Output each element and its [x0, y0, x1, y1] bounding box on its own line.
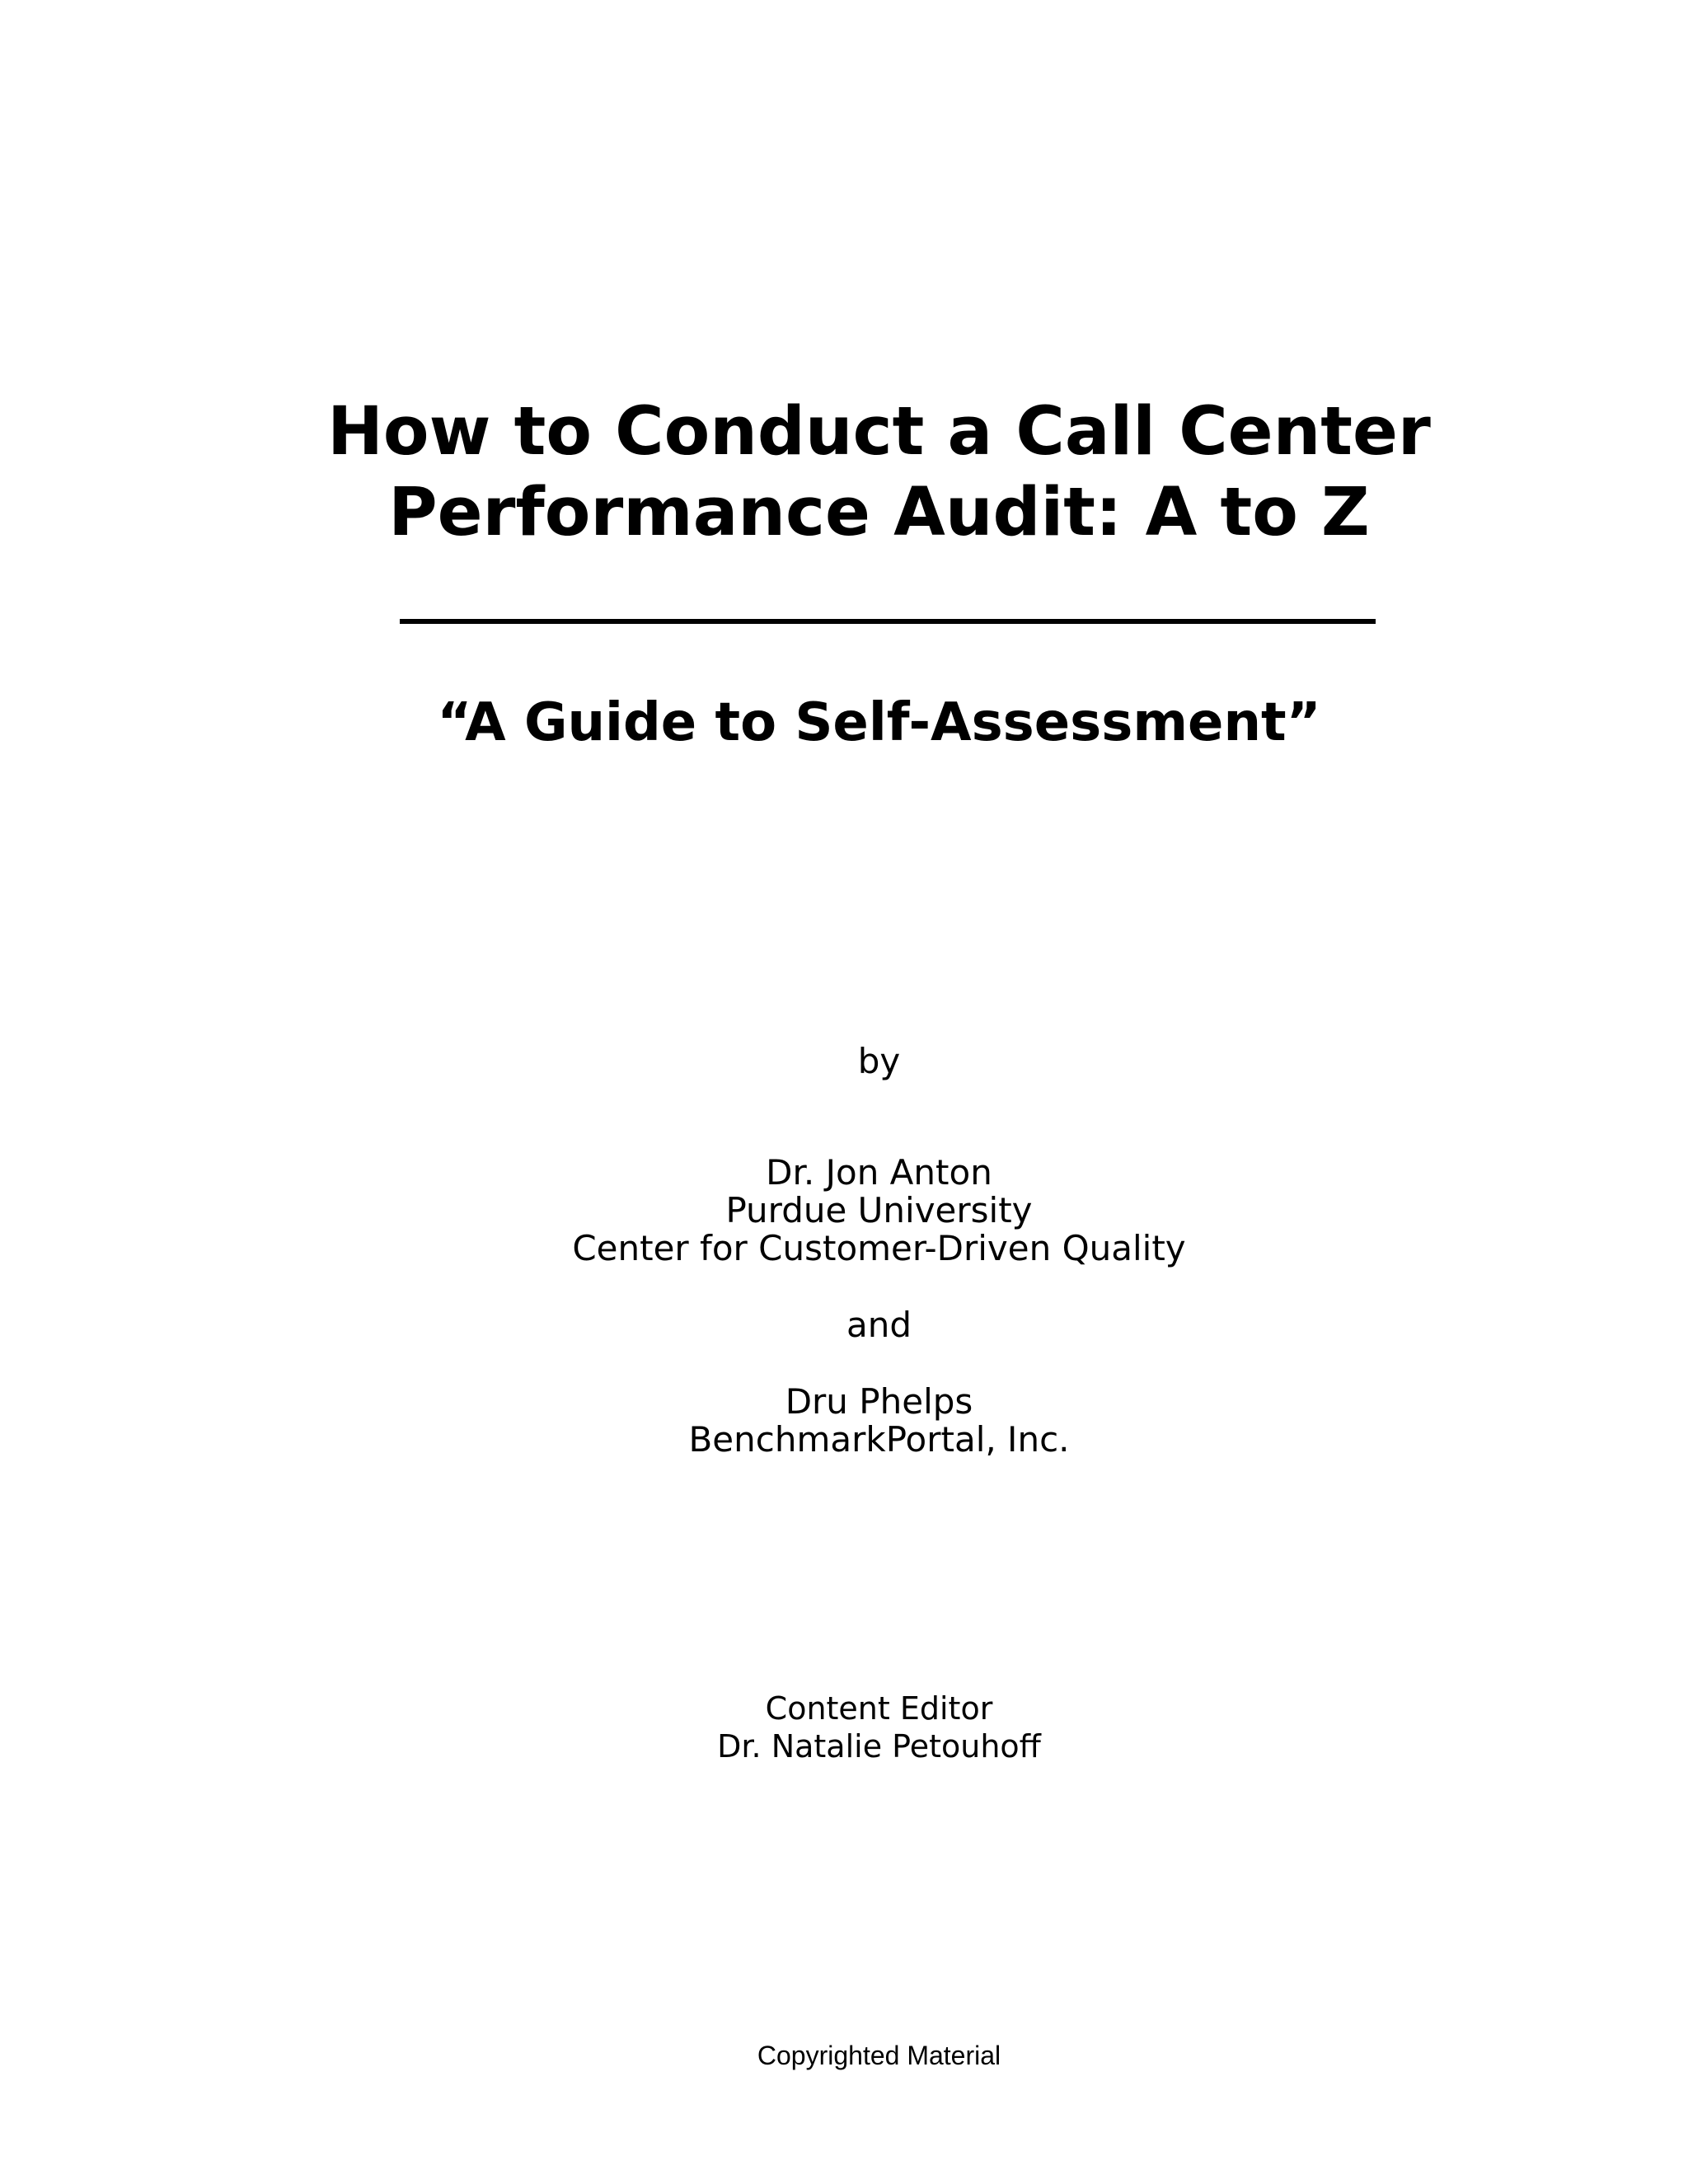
author-block-2: [0, 1383, 1688, 1459]
by-label: by: [857, 1041, 901, 1081]
author-2-name: Dru Phelps: [785, 1381, 973, 1422]
author-block-1: [0, 1154, 1688, 1268]
copyright-footer: Copyrighted Material: [757, 2041, 1001, 2070]
author-1-affiliation-1: Purdue University: [725, 1190, 1033, 1230]
author-2-affiliation: BenchmarkPortal, Inc.: [688, 1419, 1070, 1460]
book-subtitle: “A Guide to Self-Assessment”: [437, 692, 1321, 753]
editor-block: [0, 1690, 1688, 1765]
title-divider: [400, 619, 1376, 624]
book-title-line-2: Performance Audit: A to Z: [388, 474, 1370, 551]
author-1-name: Dr. Jon Anton: [766, 1152, 992, 1193]
and-label: and: [846, 1305, 912, 1345]
author-1-affiliation-2: Center for Customer-Driven Quality: [572, 1228, 1186, 1268]
book-title: [0, 391, 1688, 553]
book-title-line-1: How to Conduct a Call Center: [327, 393, 1431, 471]
editor-name: Dr. Natalie Petouhoff: [717, 1728, 1041, 1765]
editor-role: Content Editor: [765, 1690, 993, 1727]
